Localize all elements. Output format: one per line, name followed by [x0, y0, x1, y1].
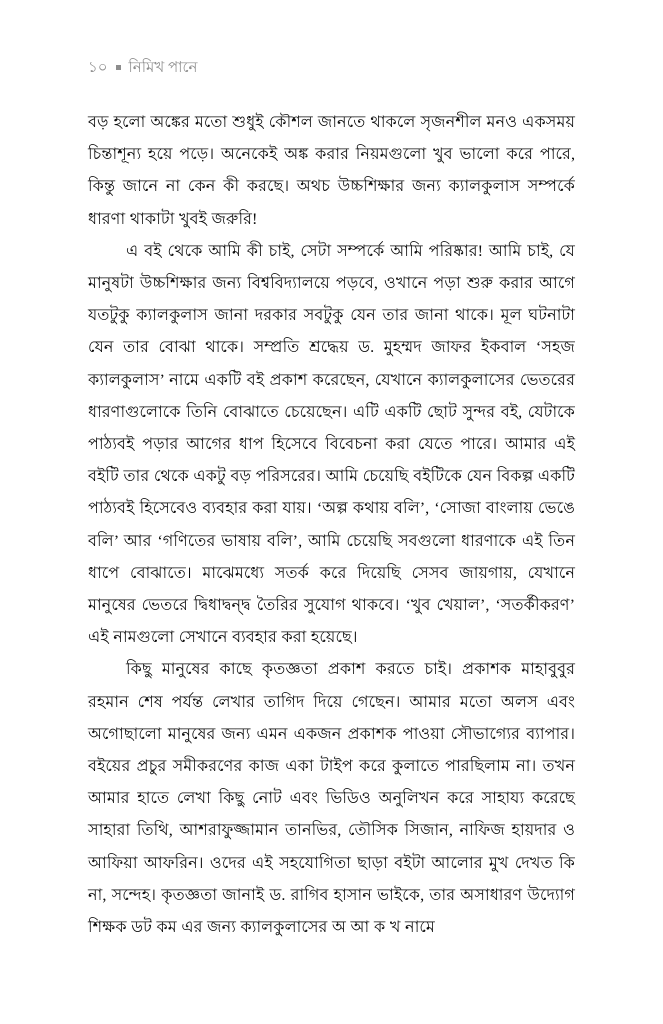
paragraph-2: এ বই থেকে আমি কী চাই, সেটা সম্পর্কে আমি পরিষ্কার! আমি চাই, যে মানুষটা উচ্চশিক্ষার জন্য বিশ্ববিদ্যালয়ে পড়বে, ওখানে পড়া শুরু করার আগে যতটুকু ক্যালকুলাস জানা দরকার সবটুকু যেন তার জানা থাকে। মূল ঘটনাটা যেন তার বোঝা থাকে। সম্প্রতি শ্রদ্ধেয় ড. মুহম্মদ জাফর ইকবাল ‘সহজ ক্যালকুলাস’ নামে একটি বই প্রকাশ করেছেন, যেখানে ক্যালকুলাসের ভেতরের ধারণাগুলোকে তিনি বোঝাতে চেয়েছেন। এটি একটি ছোট সুন্দর বই, যেটাকে পাঠ্যবই পড়ার আগের ধাপ হিসেবে বিবেচনা করা যেতে পারে। আমার এই বইটি তার থেকে একটু বড় পরিসরের। আমি চেয়েছি বইটিকে যেন বিকল্প একটি পাঠ্যবই হিসেবেও ব্যবহার করা যায়। ‘অল্প কথায় বলি’, ‘সোজা বাংলায় ভেঙে বলি’ আর ‘গণিতের ভাষায় বলি’, আমি চেয়েছি সবগুলো ধারণাকে এই তিন ধাপে বোঝাতে। মাঝেমধ্যে সতর্ক করে দিয়েছি সেসব জায়গায়, যেখানে মানুষের ভেতরে দ্বিধাদ্বন্দ্ব তৈরির সুযোগ থাকবে। ‘খুব খেয়াল’, ‘সতর্কীকরণ’ এই নামগুলো সেখানে ব্যবহার করা হয়েছে। — [88, 241, 575, 647]
square-bullet-icon — [116, 65, 121, 70]
body-text-block — [88, 106, 575, 943]
paragraph-1: বড় হলো অঙ্কের মতো শুধুই কৌশল জানতে থাকলে সৃজনশীল মনও একসময় চিন্তাশূন্য হয়ে পড়ে। অনেকেই অঙ্ক করার নিয়মগুলো খুব ভালো করে পারে, কিন্তু জানে না কেন কী করছে। অথচ উচ্চশিক্ষার জন্য ক্যালকুলাস সম্পর্কে ধারণা থাকাটা খুবই জরুরি! — [88, 113, 575, 228]
page-number: ১০ — [88, 60, 108, 76]
paragraph-3: কিছু মানুষের কাছে কৃতজ্ঞতা প্রকাশ করতে চাই। প্রকাশক মাহাবুবুর রহমান শেষ পর্যন্ত লেখার তাগিদ দিয়ে গেছেন। আমার মতো অলস এবং অগোছালো মানুষের জন্য এমন একজন প্রকাশক পাওয়া সৌভাগ্যের ব্যাপার। বইয়ের প্রচুর সমীকরণের কাজ একা টাইপ করে কুলাতে পারছিলাম না। তখন আমার হাতে লেখা কিছু নোট এবং ভিডিও অনুলিখন করে সাহায্য করেছে সাহারা তিথি, আশরাফুজ্জামান তানভির, তৌসিক সিজান, নাফিজ হায়দার ও আফিয়া আফরিন। ওদের এই সহযোগিতা ছাড়া বইটা আলোর মুখ দেখত কি না, সন্দেহ। কৃতজ্ঞতা জানাই ড. রাগিব হাসান ভাইকে, তার অসাধারণ উদ্যোগ শিক্ষক ডট কম এর জন্য ক্যালকুলাসের অ আ ক খ নামে — [88, 660, 575, 937]
book-title: নিমিখ পানে — [128, 60, 198, 76]
running-head — [88, 58, 197, 78]
